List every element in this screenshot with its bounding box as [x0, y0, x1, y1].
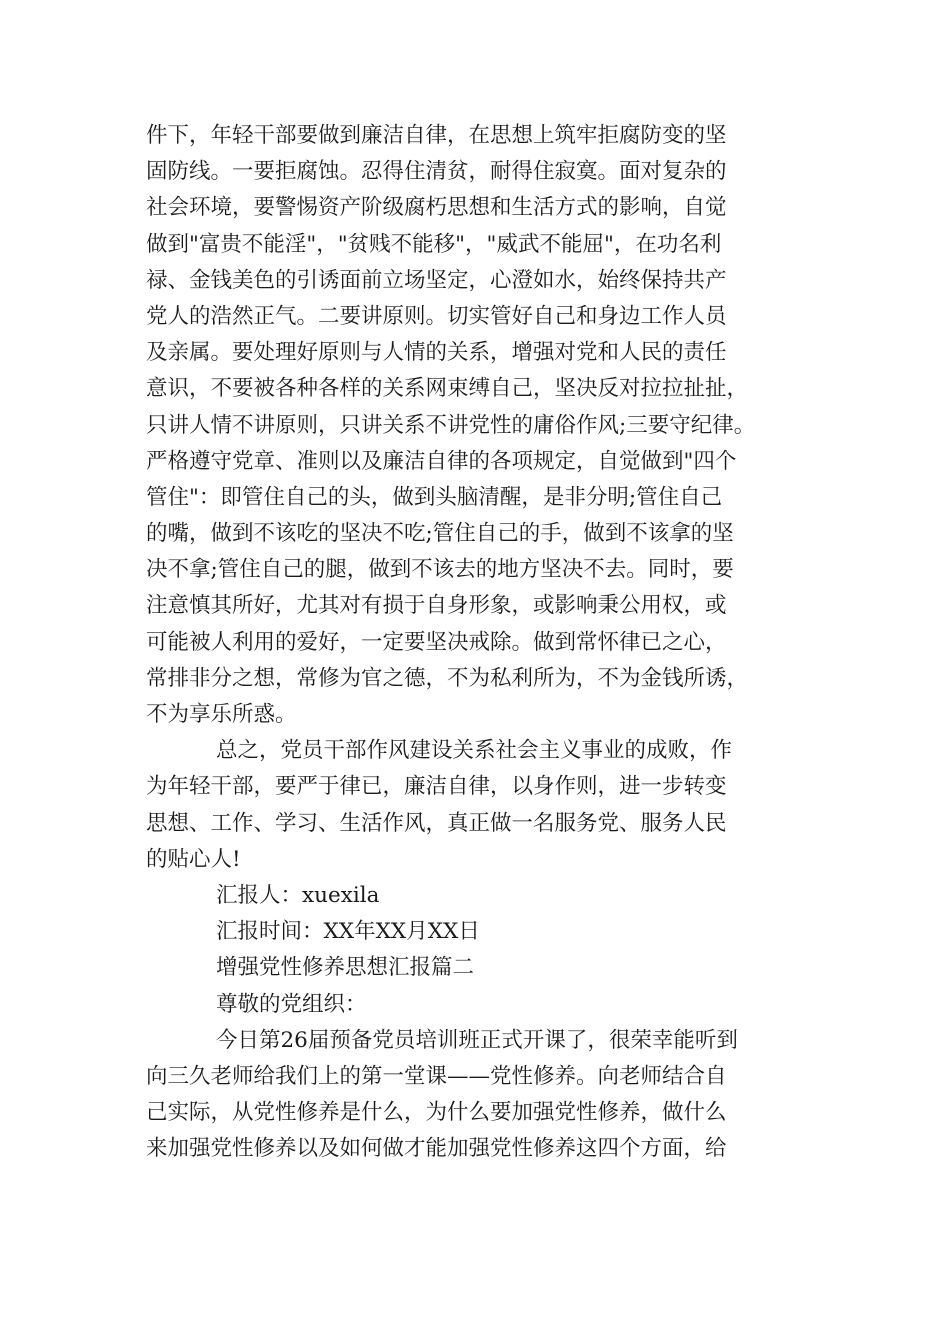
text-line: 汇报人：xuexila: [216, 882, 380, 908]
text-line: 注意慎其所好，尤其对有损于自身形象，或影响秉公用权，或: [146, 593, 727, 619]
text-line: 常排非分之想，常修为官之德，不为私利所为，不为金钱所诱，: [146, 665, 749, 691]
text-line: 的嘴，做到不该吃的坚决不吃;管住自己的手，做到不该拿的坚: [146, 521, 734, 547]
document-page: [146, 118, 806, 1167]
text-line: 汇报时间：XX年XX月XX日: [216, 919, 480, 945]
text-line: 尊敬的党组织：: [216, 991, 367, 1017]
text-line: 党人的浩然正气。二要讲原则。切实管好自己和身边工作人员: [146, 303, 727, 329]
text-line: 己实际，从党性修养是什么，为什么要加强党性修养，做什么: [146, 1100, 727, 1126]
text-line: 禄、金钱美色的引诱面前立场坚定，心澄如水，始终保持共产: [146, 267, 727, 293]
text-line: 管住"：即管住自己的头，做到头脑清醒，是非分明;管住自己: [146, 484, 723, 510]
text-line: 向三久老师给我们上的第一堂课——党性修养。向老师结合自: [146, 1063, 727, 1089]
text-line: 今日第26届预备党员培训班正式开课了，很荣幸能听到: [216, 1027, 738, 1053]
text-line: 不为享乐所惑。: [146, 702, 297, 727]
text-line: 增强党性修养思想汇报篇二: [216, 955, 475, 981]
text-line: 决不拿;管住自己的腿，做到不该去的地方坚决不去。同时，要: [146, 557, 734, 583]
text-line: 件下，年轻干部要做到廉洁自律，在思想上筑牢拒腐防变的坚: [146, 123, 727, 148]
text-line: 意识，不要被各种各样的关系网束缚自己，坚决反对拉拉扯扯，: [146, 376, 749, 402]
text-line: 总之，党员干部作风建设关系社会主义事业的成败，作: [216, 738, 733, 764]
text-line: 及亲属。要处理好原则与人情的关系，增强对党和人民的责任: [146, 340, 727, 366]
text-line: 严格遵守党章、准则以及廉洁自律的各项规定，自觉做到"四个: [146, 448, 737, 474]
text-line: 的贴心人!: [146, 846, 241, 872]
text-line: 来加强党性修养以及如何做才能加强党性修养这四个方面，给: [146, 1136, 727, 1162]
text-line: 社会环境，要警惕资产阶级腐朽思想和生活方式的影响，自觉: [146, 195, 727, 221]
text-line: 思想、工作、学习、生活作风，真正做一名服务党、服务人民: [146, 810, 727, 836]
text-line: 固防线。一要拒腐蚀。忍得住清贫，耐得住寂寞。面对复杂的: [146, 159, 727, 185]
text-line: 做到"富贵不能淫"，"贫贱不能移"，"威武不能屈"，在功名利: [146, 231, 722, 257]
text-line: 只讲人情不讲原则，只讲关系不讲党性的庸俗作风;三要守纪律。: [146, 412, 756, 438]
text-line: 可能被人利用的爱好，一定要坚决戒除。做到常怀律已之心，: [146, 629, 727, 655]
text-line: 为年轻干部，要严于律已，廉洁自律，以身作则，进一步转变: [146, 774, 727, 800]
